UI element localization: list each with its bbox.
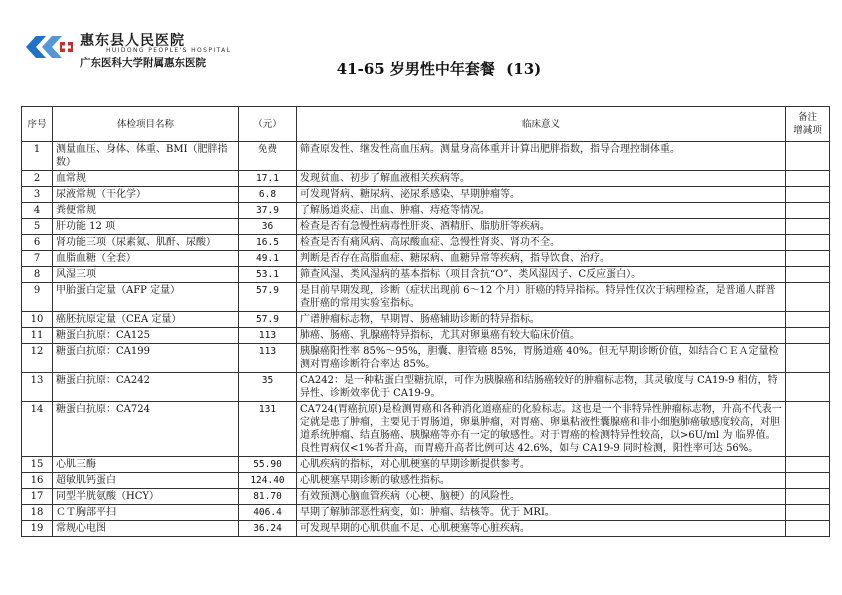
row-item-name: 糖蛋白抗原：CA242	[53, 373, 239, 402]
row-item-name: 尿液常规（干化学）	[53, 187, 239, 203]
row-item-name: 血脂血糖（全套）	[53, 251, 239, 267]
row-note	[786, 187, 830, 203]
table-header-row	[22, 107, 830, 142]
row-meaning: CA724(胃癌抗原)是检测胃癌和各种消化道癌症的化验标志。这也是一个非特异性肿瘤标志物，升高不代表一定就是患了肿瘤，主要见于胃肠道，卵巢肿瘤，对胃癌、卵巢粘液性囊腺癌和非小细胞肺癌敏感度较高，对胆道系统肿瘤、结直肠癌、胰腺癌等亦有一定的敏感性。对于胃癌的检测特异性较高，以>6U/ml 为 临界值。良性胃病仅<1%者升高，而胃癌升高者比例可达 42.6%，如与 CA19-9 同时检测，阳性率可达 56%。	[297, 402, 786, 457]
table-row	[22, 312, 830, 328]
row-price: 131	[239, 402, 297, 457]
row-no: 3	[22, 187, 53, 203]
row-item-name: 甲胎蛋白定量（AFP 定量）	[53, 283, 239, 312]
row-price: 57.9	[239, 283, 297, 312]
row-price: 17.1	[239, 171, 297, 187]
col-header-no: 序号	[22, 107, 53, 142]
table-row	[22, 521, 830, 537]
row-no: 5	[22, 219, 53, 235]
row-note	[786, 235, 830, 251]
row-no: 15	[22, 457, 53, 473]
table-row	[22, 402, 830, 457]
table-row	[22, 171, 830, 187]
table-row	[22, 219, 830, 235]
row-item-name: 糖蛋白抗原：CA199	[53, 344, 239, 373]
col-header-note	[786, 107, 830, 142]
row-meaning: 早期了解肺部恶性病变，如：肿瘤、结核等。优于 MRI。	[297, 505, 786, 521]
row-note	[786, 402, 830, 457]
row-price: 36	[239, 219, 297, 235]
row-meaning: 可发现早期的心肌供血不足、心肌梗塞等心脏疾病。	[297, 521, 786, 537]
row-note	[786, 373, 830, 402]
row-price: 6.8	[239, 187, 297, 203]
table-row	[22, 187, 830, 203]
row-price: 113	[239, 344, 297, 373]
row-price: 53.1	[239, 267, 297, 283]
row-no: 12	[22, 344, 53, 373]
row-note	[786, 251, 830, 267]
row-meaning: 筛查风湿、类风湿病的基本指标（项目含抗“O”、类风湿因子、C反应蛋白）。	[297, 267, 786, 283]
table-row	[22, 142, 830, 171]
hospital-name-en: HUIDONG PEOPLE'S HOSPITAL	[106, 47, 232, 54]
row-price: 35	[239, 373, 297, 402]
package-title: 41-65 岁男性中年套餐	[336, 60, 495, 78]
row-item-name: 心肌三酶	[53, 457, 239, 473]
row-price: 57.9	[239, 312, 297, 328]
col-header-price: （元）	[239, 107, 297, 142]
row-note	[786, 203, 830, 219]
hospital-name-cn: 惠东县人民医院	[80, 33, 185, 49]
row-note	[786, 521, 830, 537]
row-item-name: 肝功能 12 项	[53, 219, 239, 235]
row-note	[786, 171, 830, 187]
table-row	[22, 457, 830, 473]
row-no: 4	[22, 203, 53, 219]
row-no: 10	[22, 312, 53, 328]
row-item-name: 癌胚抗原定量（CEA 定量）	[53, 312, 239, 328]
row-item-name: 风湿三项	[53, 267, 239, 283]
row-meaning: 心肌疾病的指标，对心肌梗塞的早期诊断提供参考。	[297, 457, 786, 473]
hospital-emblem-icon	[26, 36, 74, 58]
page-header	[0, 0, 842, 106]
row-no: 7	[22, 251, 53, 267]
package-number: (13)	[506, 60, 542, 78]
row-meaning: 筛查原发性、继发性高血压病。测量身高体重并计算出肥胖指数，指导合理控制体重。	[297, 142, 786, 171]
row-price: 36.24	[239, 521, 297, 537]
table-row	[22, 328, 830, 344]
table-row	[22, 235, 830, 251]
row-no: 2	[22, 171, 53, 187]
row-note	[786, 473, 830, 489]
table-row	[22, 344, 830, 373]
row-note	[786, 505, 830, 521]
row-price: 113	[239, 328, 297, 344]
col-header-meaning: 临床意义	[297, 107, 786, 142]
row-meaning: 发现贫血、初步了解血液相关疾病等。	[297, 171, 786, 187]
row-meaning: 有效预测心脑血管疾病（心梗、脑梗）的风险性。	[297, 489, 786, 505]
row-price: 16.5	[239, 235, 297, 251]
row-item-name: 测量血压、身体、体重、BMI（肥胖指数）	[53, 142, 239, 171]
row-item-name: ＣＴ胸部平扫	[53, 505, 239, 521]
row-no: 16	[22, 473, 53, 489]
table-row	[22, 505, 830, 521]
row-note	[786, 457, 830, 473]
table-body	[22, 142, 830, 537]
row-meaning: CA242：是一种粘蛋白型糖抗原，可作为胰腺癌和结肠癌较好的肿瘤标志物，其灵敏度与 CA19-9 相仿，特异性、诊断效率优于 CA19-9。	[297, 373, 786, 402]
row-no: 18	[22, 505, 53, 521]
table-row	[22, 373, 830, 402]
row-meaning: 胰腺癌阳性率 85%～95%，胆囊、胆管癌 85%，胃肠道癌 40%。但无早期诊断价值，如结合ＣＥＡ定量检测对胃癌诊断符合率达 85%。	[297, 344, 786, 373]
row-meaning: 了解肠道炎症、出血、肿瘤、痔疮等情况。	[297, 203, 786, 219]
row-item-name: 糖蛋白抗原：CA724	[53, 402, 239, 457]
row-item-name: 肾功能三项（尿素氮、肌酐、尿酸）	[53, 235, 239, 251]
row-meaning: 肺癌、肠癌、乳腺癌特异指标，尤其对卵巢癌有较大临床价值。	[297, 328, 786, 344]
row-no: 1	[22, 142, 53, 171]
row-note	[786, 267, 830, 283]
page-title	[0, 58, 842, 79]
hospital-affiliation: 广东医科大学附属惠东医院	[80, 57, 206, 69]
row-meaning: 广谱肿瘤标志物，早期胃、肠癌辅助诊断的特异指标。	[297, 312, 786, 328]
row-meaning: 判断是否存在高脂血症、糖尿病、血糖异常等疾病，指导饮食、治疗。	[297, 251, 786, 267]
row-note	[786, 312, 830, 328]
row-meaning: 检查是否有痛风病、高尿酸血症、急慢性肾炎、肾功不全。	[297, 235, 786, 251]
row-meaning: 检查是否有急慢性病毒性肝炎、酒精肝、脂肪肝等疾病。	[297, 219, 786, 235]
row-price: 55.90	[239, 457, 297, 473]
row-item-name: 超敏肌钙蛋白	[53, 473, 239, 489]
row-item-name: 常规心电图	[53, 521, 239, 537]
row-note	[786, 142, 830, 171]
row-no: 14	[22, 402, 53, 457]
table-row	[22, 267, 830, 283]
row-meaning: 可发现肾病、糖尿病、泌尿系感染、早期肿瘤等。	[297, 187, 786, 203]
row-price: 49.1	[239, 251, 297, 267]
row-price: 406.4	[239, 505, 297, 521]
row-price: 124.40	[239, 473, 297, 489]
row-price: 免费	[239, 142, 297, 171]
row-meaning: 心肌梗塞早期诊断的敏感性指标。	[297, 473, 786, 489]
table-row	[22, 489, 830, 505]
row-note	[786, 489, 830, 505]
row-no: 19	[22, 521, 53, 537]
row-no: 9	[22, 283, 53, 312]
col-header-note-line1: 备注	[797, 112, 817, 123]
row-no: 6	[22, 235, 53, 251]
row-note	[786, 219, 830, 235]
row-meaning: 是目前早期发现，诊断（症状出现前 6～12 个月）肝癌的特异指标。特异性仅次于病理检查，是普通人群普查肝癌的常用实验室指标。	[297, 283, 786, 312]
row-no: 11	[22, 328, 53, 344]
col-header-name: 体检项目名称	[53, 107, 239, 142]
checkup-items-table	[21, 106, 830, 537]
row-no: 17	[22, 489, 53, 505]
col-header-note-line2: 增减项	[793, 125, 822, 136]
row-no: 8	[22, 267, 53, 283]
table-row	[22, 203, 830, 219]
row-note	[786, 328, 830, 344]
row-no: 13	[22, 373, 53, 402]
row-price: 37.9	[239, 203, 297, 219]
table-row	[22, 473, 830, 489]
row-item-name: 糖蛋白抗原：CA125	[53, 328, 239, 344]
row-note	[786, 283, 830, 312]
row-item-name: 血常规	[53, 171, 239, 187]
row-item-name: 粪便常规	[53, 203, 239, 219]
row-price: 81.70	[239, 489, 297, 505]
table-row	[22, 283, 830, 312]
row-note	[786, 344, 830, 373]
table-row	[22, 251, 830, 267]
row-item-name: 同型半胱氨酸（HCY）	[53, 489, 239, 505]
